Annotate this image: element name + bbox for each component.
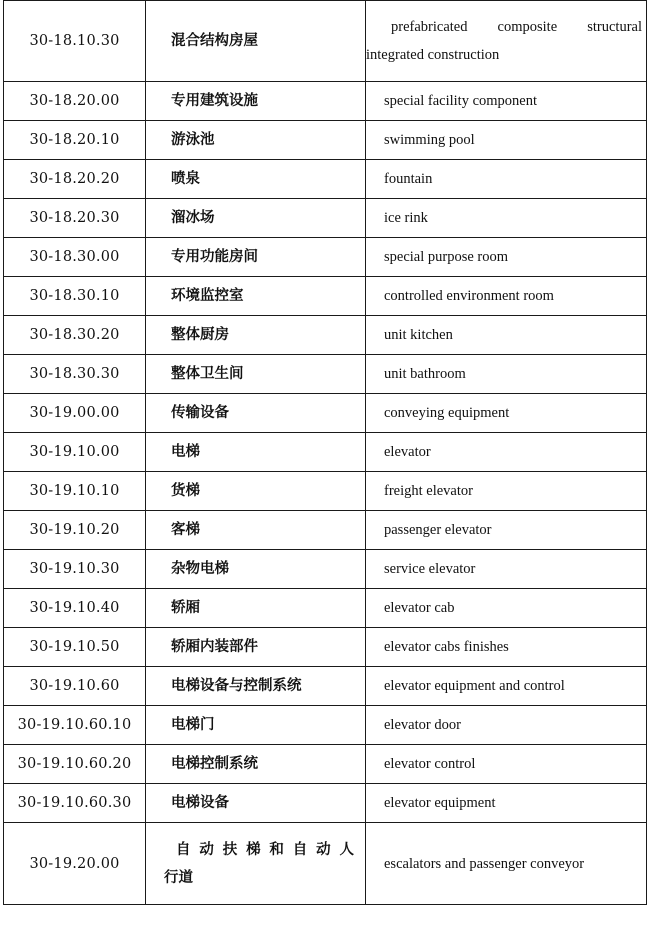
table-row <box>4 823 647 905</box>
table-row <box>4 745 647 784</box>
english-term-cell: service elevator <box>366 550 647 589</box>
code-cell: 30-19.10.60.10 <box>4 706 146 745</box>
english-term-cell: unit kitchen <box>366 316 647 355</box>
english-term-cell: freight elevator <box>366 472 647 511</box>
chinese-term-cell: 溜冰场 <box>146 199 366 238</box>
code-cell: 30-19.10.00 <box>4 433 146 472</box>
code-cell: 30-18.30.00 <box>4 238 146 277</box>
chinese-term-cell: 传输设备 <box>146 394 366 433</box>
table-row <box>4 277 647 316</box>
english-term-cell: elevator door <box>366 706 647 745</box>
chinese-term-cell: 整体卫生间 <box>146 355 366 394</box>
table-row <box>4 355 647 394</box>
code-cell: 30-18.10.30 <box>4 1 146 82</box>
chinese-term-cell: 混合结构房屋 <box>146 1 366 82</box>
code-cell: 30-19.10.60.20 <box>4 745 146 784</box>
english-term-cell: unit bathroom <box>366 355 647 394</box>
code-cell: 30-19.20.00 <box>4 823 146 905</box>
chinese-term-cell: 电梯设备 <box>146 784 366 823</box>
chinese-term-line: 自动扶梯和自动人 <box>176 841 355 858</box>
chinese-term-cell: 电梯设备与控制系统 <box>146 667 366 706</box>
table-row <box>4 394 647 433</box>
english-term-cell: fountain <box>366 160 647 199</box>
code-cell: 30-18.30.20 <box>4 316 146 355</box>
english-term-cell: swimming pool <box>366 121 647 160</box>
english-term-cell: elevator control <box>366 745 647 784</box>
chinese-term-cell: 专用建筑设施 <box>146 82 366 121</box>
code-cell: 30-18.20.30 <box>4 199 146 238</box>
chinese-term-cell: 电梯控制系统 <box>146 745 366 784</box>
english-term-cell: special purpose room <box>366 238 647 277</box>
chinese-term-cell: 游泳池 <box>146 121 366 160</box>
chinese-term-cell <box>146 823 366 905</box>
table-row <box>4 1 647 82</box>
table-row <box>4 82 647 121</box>
table-row <box>4 160 647 199</box>
english-term-cell: passenger elevator <box>366 511 647 550</box>
chinese-term-cell: 杂物电梯 <box>146 550 366 589</box>
english-term-cell: ice rink <box>366 199 647 238</box>
table-row <box>4 121 647 160</box>
table-row <box>4 511 647 550</box>
chinese-term-cell: 整体厨房 <box>146 316 366 355</box>
code-cell: 30-19.10.30 <box>4 550 146 589</box>
chinese-term-line: 行道 <box>164 869 193 886</box>
english-term-line: integrated construction <box>366 47 500 63</box>
code-cell: 30-19.10.60.30 <box>4 784 146 823</box>
chinese-term-cell: 环境监控室 <box>146 277 366 316</box>
english-term-cell: escalators and passenger conveyor <box>366 823 647 905</box>
english-term-line: prefabricated composite structural <box>391 19 642 35</box>
code-cell: 30-18.20.20 <box>4 160 146 199</box>
chinese-term-cell: 电梯 <box>146 433 366 472</box>
table-row <box>4 316 647 355</box>
table-row <box>4 628 647 667</box>
code-cell: 30-18.20.10 <box>4 121 146 160</box>
table-row <box>4 433 647 472</box>
classification-table <box>3 0 647 905</box>
code-cell: 30-18.30.10 <box>4 277 146 316</box>
english-term-cell: conveying equipment <box>366 394 647 433</box>
chinese-term-cell: 喷泉 <box>146 160 366 199</box>
code-cell: 30-19.10.50 <box>4 628 146 667</box>
code-cell: 30-19.00.00 <box>4 394 146 433</box>
chinese-term-cell: 轿厢 <box>146 589 366 628</box>
english-term-cell: elevator equipment <box>366 784 647 823</box>
table-row <box>4 706 647 745</box>
code-cell: 30-19.10.10 <box>4 472 146 511</box>
table-row <box>4 199 647 238</box>
chinese-term-cell: 客梯 <box>146 511 366 550</box>
chinese-term-cell: 专用功能房间 <box>146 238 366 277</box>
english-term-cell: elevator <box>366 433 647 472</box>
english-term-cell: special facility component <box>366 82 647 121</box>
table-row <box>4 472 647 511</box>
code-cell: 30-18.20.00 <box>4 82 146 121</box>
code-cell: 30-19.10.20 <box>4 511 146 550</box>
table-row <box>4 667 647 706</box>
chinese-term-cell: 电梯门 <box>146 706 366 745</box>
table-row <box>4 784 647 823</box>
chinese-term-cell: 轿厢内装部件 <box>146 628 366 667</box>
table-row <box>4 550 647 589</box>
english-term-cell: elevator equipment and control <box>366 667 647 706</box>
english-term-cell <box>366 1 647 82</box>
english-term-cell: elevator cabs finishes <box>366 628 647 667</box>
table-row <box>4 589 647 628</box>
code-cell: 30-19.10.60 <box>4 667 146 706</box>
table-row <box>4 238 647 277</box>
english-term-cell: controlled environment room <box>366 277 647 316</box>
code-cell: 30-18.30.30 <box>4 355 146 394</box>
english-term-cell: elevator cab <box>366 589 647 628</box>
chinese-term-cell: 货梯 <box>146 472 366 511</box>
code-cell: 30-19.10.40 <box>4 589 146 628</box>
